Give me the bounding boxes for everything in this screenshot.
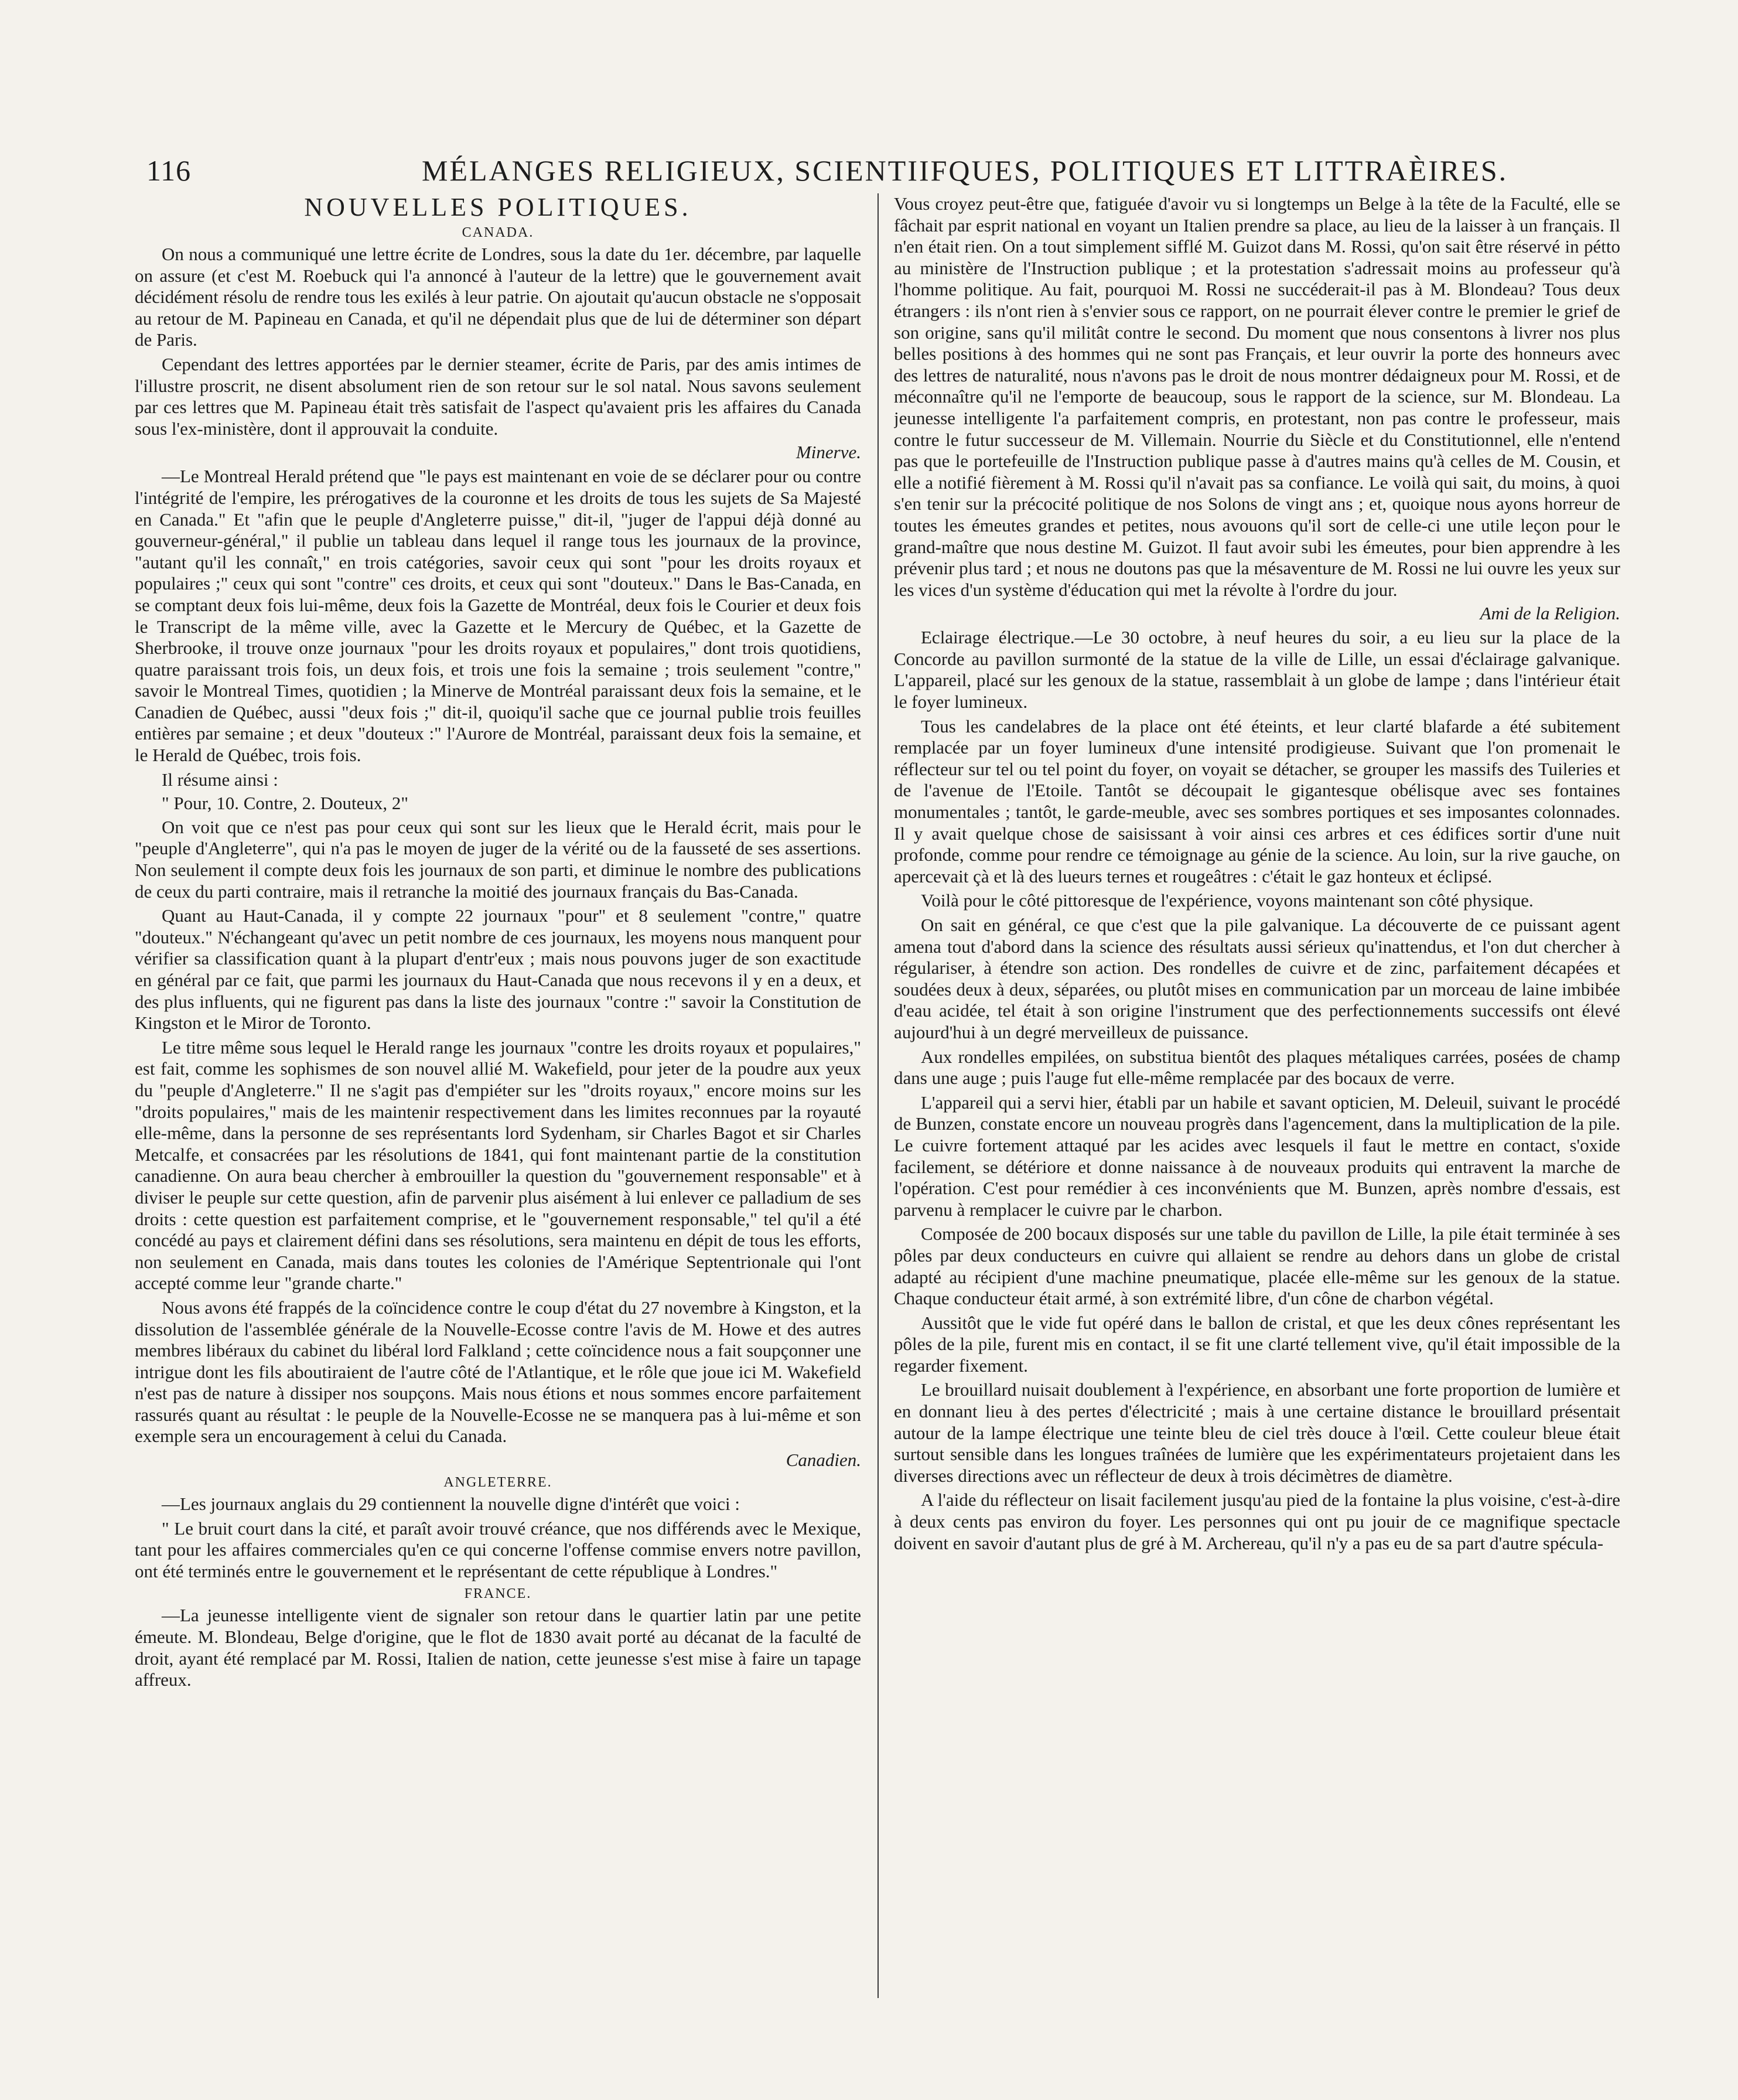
right-column [894,193,1620,1998]
article-paragraph: On nous a communiqué une lettre écrite de Londres, sous la date du 1er. décembre, par laquelle on assure (et c'est M. Roebuck qui l'a annoncé à l'auteur de la lettre) que le gouvernement avait décidément résolu de rendre tous les exilés à leur patrie. On ajoutait qu'aucun obstacle ne s'opposait au retour de M. Papineau en Canada, et qu'il ne dépendait plus que de lui de déterminer son départ de Paris. [135,244,861,350]
article-paragraph: —Le Montreal Herald prétend que "le pays est maintenant en voie de se déclarer pour ou contre l'intégrité de l'empire, les prérogatives de la couronne et les droits de tous les sujets de Sa Majesté en Canada." Et "afin que le peuple d'Angleterre puisse," dit-il, "juger de l'appui déjà donné au gouverneur-général," il publie un tableau dans lequel il range tous les journaux de la province, "autant qu'il les connaît," en trois catégories, savoir ceux qui sont "pour les droits royaux et populaires ;" ceux qui sont "contre" ces droits, et ceux qui sont "douteux." Dans le Bas-Canada, en se comptant deux fois lui-même, deux fois la Gazette de Montréal, deux fois le Courier et deux fois le Transcript de la même ville, avec la Gazette et le Mercury de Québec, et la Gazette de Sherbrooke, il trouve onze journaux "pour les droits royaux et populaires," dont trois quotidiens, quatre paraissant trois fois, un deux fois, et trois une fois la semaine ; trois seulement "contre," savoir le Montreal Times, quotidien ; la Minerve de Montréal paraissant deux fois la semaine, et le Canadien de Québec, aussi "deux fois ;" dit-il, quoiqu'il sache que ce journal publie trois feuilles entières par semaine ; et deux "douteux :" l'Aurore de Montréal, paraissant deux fois la semaine, et le Herald de Québec, trois fois. [135,466,861,766]
left-column [135,193,861,1998]
source-signature: Ami de la Religion. [1480,603,1620,624]
article-paragraph: A l'aide du réflecteur on lisait facilement jusqu'au pied de la fontaine la plus voisine, c'est-à-dire à deux cents pas environ du foyer. Les personnes qui ont pu jouir de ce magnifique spectacle doivent en savoir d'autant plus de gré à M. Archereau, qu'il n'y a pas eu de sa part d'autre spécula- [894,1489,1620,1553]
article-paragraph: Le titre même sous lequel le Herald range les journaux "contre les droits royaux et populaires," est fait, comme les sophismes de son nouvel allié M. Wakefield, pour jeter de la poudre aux yeux du "peuple d'Angleterre." Il ne s'agit pas d'empiéter sur les "droits royaux," encore moins sur les "droits populaires," mais de les maintenir respectivement dans les limites reconnues par la royauté elle-même, dans la personne de ses représentants lord Sydenham, sir Charles Bagot et sir Charles Metcalfe, et consacrées par les résolutions de 1841, qui font maintenant partie de la constitution canadienne. On aura beau chercher à embrouiller la question du "gouvernement responsable" et à diviser le peuple sur cette question, afin de parvenir plus aisément à lui enlever ce palladium de ses droits : cette question est parfaitement comprise, et le "gouvernement responsable," tel qu'il a été concédé au pays et clairement défini dans ses résolutions, sera maintenu en dépit de tous les efforts, non seulement en Canada, mais dans toutes les colonies de l'Amérique Septentrionale qui l'ont accepté comme leur "grande charte." [135,1037,861,1294]
article-paragraph: Composée de 200 bocaux disposés sur une table du pavillon de Lille, la pile était terminée à ses pôles par deux conducteurs en cuivre qui allaient se rendre au dehors dans un globe de cristal adapté au récipient d'une machine pneumatique, placée elle-même sur les genoux de la statue. Chaque conducteur était armé, à son extrémité libre, d'un cône de charbon végétal. [894,1223,1620,1309]
article-paragraph: " Le bruit court dans la cité, et paraît avoir trouvé créance, que nos différends avec le Mexique, tant pour les affaires commerciales qu'en ce qui concerne l'offense commise envers notre pavillon, ont été terminés entre le gouvernement et le représentant de cette république à Londres." [135,1518,861,1581]
columns [135,193,1634,1998]
article-paragraph: Vous croyez peut-être que, fatiguée d'avoir vu si longtemps un Belge à la tête de la Faculté, elle se fâchait par esprit national en voyant un Italien prendre sa place, au lieu de la laisser à un français. Il n'en était rien. On a tout simplement sifflé M. Guizot dans M. Rossi, qu'on sait être réservé in pétto au ministère de l'Instruction publique ; et la protestation s'adressait moins au professeur qu'à l'homme politique. Au fait, pourquoi M. Rossi ne succéderait-il pas à M. Blondeau? Tous deux étrangers : ils n'ont rien à s'envier sous ce rapport, on ne pourrait élever contre le premier le grief de son origine, sans qu'il militât contre le second. Du moment que nous consentons à livrer nos plus belles positions à des hommes qui ne sont pas Français, et leur ouvrir la porte des honneurs avec des lettres de naturalité, nous n'avons pas le droit de nous montrer dédaigneux pour M. Rossi, et de méconnaître qu'il ne l'emporte de beaucoup, sous le rapport de la science, sur M. Blondeau. La jeunesse intelligente l'a parfaitement compris, en protestant, non pas contre le professeur, mais contre le futur successeur de M. Villemain. Nourrie du Siècle et du Constitutionnel, elle n'entend pas que le portefeuille de l'Instruction publique passe à d'autres mains qu'à celles de M. Cousin, et elle a notifié fièrement à M. Rossi qu'il n'avait pas sa confiance. Le voilà qui sait, du moins, à quoi s'en tenir sur la précocité politique de nos Solons de vingt ans ; et, quoique nous ayons horreur de toutes les émeutes grandes et petites, nous avouons qu'il sort de celle-ci une utile leçon pour le grand-maître que nous destine M. Guizot. Il faut avoir subi les émeutes, pour bien apprendre à les prévenir plus tard ; et nous ne doutons pas que la mésaventure de M. Rossi ne lui ouvre les yeux sur les vices d'un système d'éducation qui met la révolte à l'ordre du jour. [894,193,1620,600]
article-paragraph: Le brouillard nuisait doublement à l'expérience, en absorbant une forte proportion de lumière et en donnant lieu à des pertes d'électricité ; mais à une certaine distance le brouillard présentait autour de la lampe électrique une teinte bleu de ciel très douce à l'œil. Cette couleur bleue était surtout sensible dans les longues traînées de lumière que les expérimentateurs projetaient dans les diverses directions avec un réflecteur de deux à trois décimètres de diamètre. [894,1379,1620,1486]
subheading-canada: CANADA. [462,225,534,240]
article-paragraph: Quant au Haut-Canada, il y compte 22 journaux "pour" et 8 seulement "contre," quatre "douteux." N'échangeant qu'avec un petit nombre de ces journaux, les moyens nous manquent pour vérifier sa classification quant à la plupart d'entr'eux ; mais nous pouvons juger de son exactitude en général par ce fait, que parmi les journaux du Haut-Canada que nous recevons il y en a deux, et des plus influents, qui ne figurent pas dans la liste des journaux "contre :" savoir la Constitution de Kingston et le Miror de Toronto. [135,905,861,1034]
subheading-france: FRANCE. [464,1586,532,1602]
page-number: 116 [146,154,192,187]
article-paragraph: Tous les candelabres de la place ont été éteints, et leur clarté blafarde a été subitement remplacée par un foyer lumineux d'une intensité prodigieuse. Suivant que l'on promenait le réflecteur sur tel ou tel point du foyer, on voyait se détacher, se grouper les massifs des Tuileries et de l'avenue de l'Etoile. Tantôt se découpait le gigantesque obélisque avec ses fontaines monumentales ; tantôt, le garde-meuble, avec ses sombres portiques et ses imposantes colonnades. Il y avait quelque chose de saisissant à voir ainsi ces arbres et ces édifices sortir d'une nuit profonde, comme pour rendre ce témoignage au génie de la science. Au loin, sur la rive gauche, on apercevait çà et là des lueurs ternes et rougeâtres : c'était le gaz honteux et éclipsé. [894,715,1620,887]
article-paragraph: L'appareil qui a servi hier, établi par un habile et savant opticien, M. Deleuil, suivant le procédé de Bunzen, constate encore un nouveau progrès dans l'agencement, dans la multiplication de la pile. Le cuivre fortement attaqué par les acides avec lesquels il faut le mettre en contact, s'oxide facilement, se détériore et donne naissance à de nouveaux produits qui entravent la marche de l'opération. C'est pour remédier à ces inconvénients que M. Bunzen, après nombre d'essais, est parvenu à remplacer le cuivre par le charbon. [894,1092,1620,1220]
article-paragraph: Il résume ainsi : [162,769,278,790]
source-signature: Canadien. [786,1450,861,1471]
article-paragraph: On sait en général, ce que c'est que la pile galvanique. La découverte de ce puissant agent amena tout d'abord dans la science des résultats aussi sérieux qu'inattendus, et l'on dut chercher à régulariser, à étendre son action. Des rondelles de cuivre et de zinc, parfaitement décapées et soudées deux à deux, séparées, ou plutôt mises en communication par un morceau de laine imbibée d'eau acidée, tel était à son origine l'instrument que des perfectionnements successifs ont élevé aujourd'hui à un degré merveilleux de puissance. [894,915,1620,1042]
column-divider [877,193,879,1998]
article-paragraph: " Pour, 10. Contre, 2. Douteux, 2" [162,793,409,814]
article-paragraph: Eclairage électrique.—Le 30 octobre, à neuf heures du soir, a eu lieu sur la place de la Concorde au pavillon surmonté de la statue de la ville de Lille, un essai d'éclairage galvanique. L'appareil, placé sur les genoux de la statue, rassemblait à un globe de lampe ; dans l'intérieur était le foyer lumineux. [894,627,1620,712]
article-paragraph: Voilà pour le côté pittoresque de l'expérience, voyons maintenant son côté physique. [921,890,1534,911]
article-paragraph: Aussitôt que le vide fut opéré dans le ballon de cristal, et que les deux cônes représentant les pôles de la pile, furent mis en contact, il se fit une clarté tellement vive, qu'il était impossible de la regarder fixement. [894,1312,1620,1376]
source-signature: Minerve. [795,442,861,463]
article-paragraph: —La jeunesse intelligente vient de signaler son retour dans le quartier latin par une petite émeute. M. Blondeau, Belge d'origine, que le flot de 1830 avait porté au décanat de la faculté de droit, ayant été remplacé par M. Rossi, Italien de nation, cette jeunesse s'est mise à faire un tapage affreux. [135,1605,861,1690]
section-title: NOUVELLES POLITIQUES. [304,193,692,221]
journal-title: MÉLANGES RELIGIEUX, SCIENTIIFQUES, POLITIQUES ET LITTRAÈIRES. [422,154,1508,187]
article-paragraph: —Les journaux anglais du 29 contiennent la nouvelle digne d'intérêt que voici : [162,1494,740,1515]
article-paragraph: Nous avons été frappés de la coïncidence contre le coup d'état du 27 novembre à Kingston, et la dissolution de l'assemblée générale de la Nouvelle-Ecosse contre l'avis de M. Howe et des autres membres libéraux du cabinet du libéral lord Falkland ; cette coïncidence nous a fait soupçonner une intrigue dont les fils aboutiraient de l'autre côté de l'Atlantique, et le rôle que joue ici M. Wakefield n'est pas de nature à dissiper nos soupçons. Mais nous étions et nous sommes encore parfaitement rassurés quant au résultat : le peuple de la Nouvelle-Ecosse ne se manquera pas à lui-même et son exemple sera un encouragement à celui du Canada. [135,1297,861,1447]
subheading-angleterre: ANGLETERRE. [443,1475,552,1491]
article-paragraph: On voit que ce n'est pas pour ceux qui sont sur les lieux que le Herald écrit, mais pour le "peuple d'Angleterre", qui n'a pas le moyen de juger de la vérité ou de la fausseté de ses assertions. Non seulement il compte deux fois les journaux de son parti, et diminue le nombre des publications de ceux du parti contraire, mais il retranche la moitié des journaux français du Bas-Canada. [135,816,861,902]
running-head [146,154,1593,189]
article-paragraph: Aux rondelles empilées, on substitua bientôt des plaques métaliques carrées, posées de champ dans une auge ; puis l'auge fut elle-même remplacée par des bocaux de verre. [894,1046,1620,1089]
article-paragraph: Cependant des lettres apportées par le dernier steamer, écrite de Paris, par des amis intimes de l'illustre proscrit, ne disent absolument rien de son retour sur le sol natal. Nous savons seulement par ces lettres que M. Papineau était très satisfait de l'aspect qu'avaient pris les affaires du Canada sous l'ex-ministère, dont il approuvait la conduite. [135,353,861,439]
